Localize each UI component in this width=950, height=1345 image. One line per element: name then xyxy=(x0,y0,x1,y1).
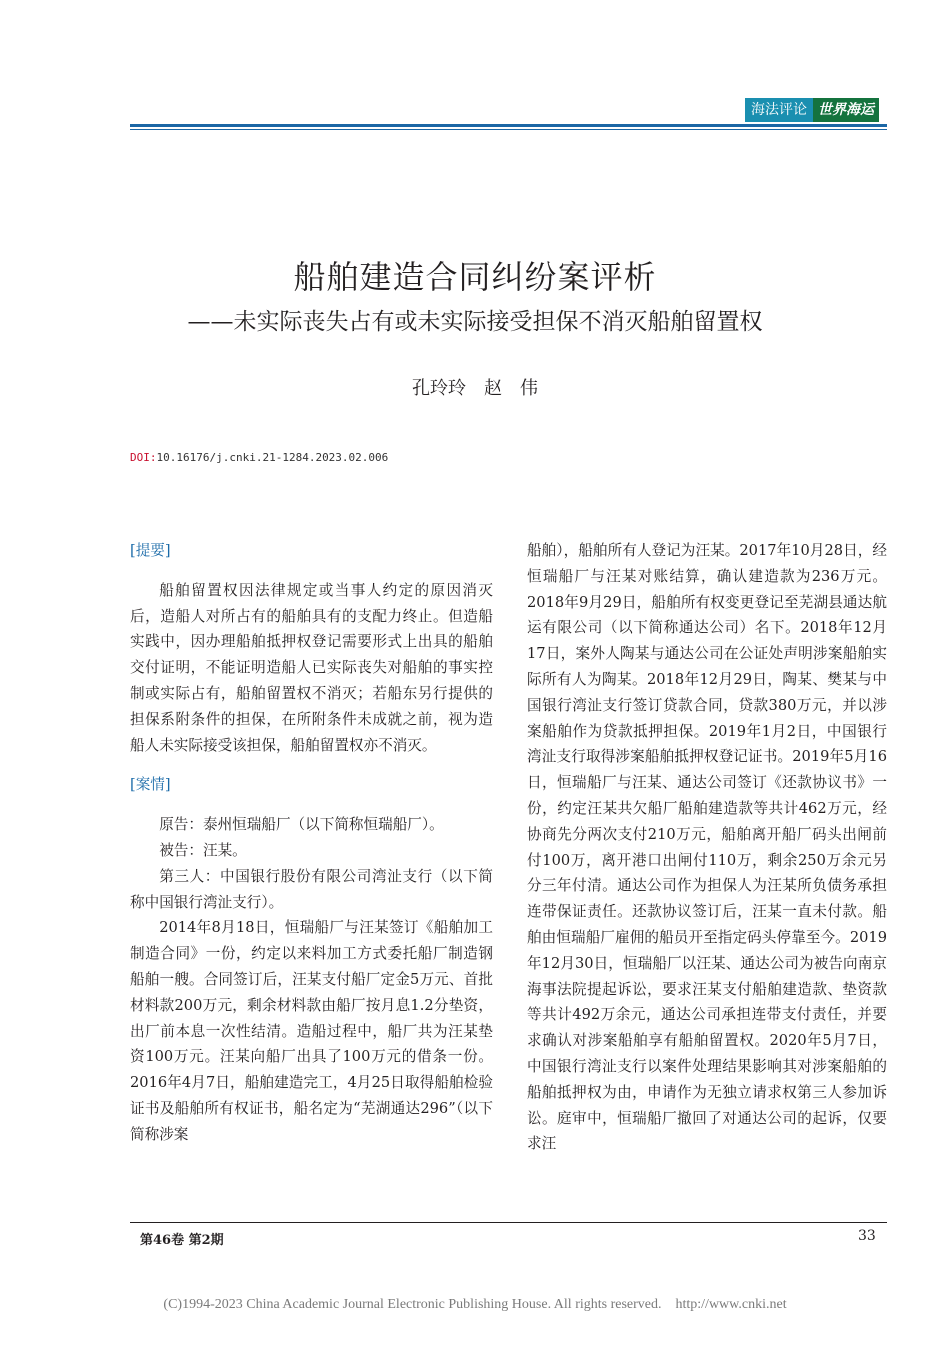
header-rule-thick xyxy=(130,124,887,127)
cnki-url: http://www.cnki.net xyxy=(675,1297,787,1312)
article-subtitle: ——未实际丧失占有或未实际接受担保不消灭船舶留置权 xyxy=(187,309,763,335)
footer-rule xyxy=(130,1222,887,1223)
left-column xyxy=(130,538,493,1148)
right-column xyxy=(527,538,887,1157)
defendant-line: 被告：汪某。 xyxy=(159,841,247,859)
copyright-text: (C)1994-2023 China Academic Journal Electronic Publishing House. All rights reserved. xyxy=(163,1297,662,1312)
doi-value: 10.16176/j.cnki.21-1284.2023.02.006 xyxy=(156,451,389,464)
header-rule-thin xyxy=(130,129,887,130)
abstract-heading: [提要] xyxy=(130,542,171,559)
journal-brand: 世界海运 xyxy=(813,98,879,122)
plaintiff-line: 原告：泰州恒瑞船厂（以下简称恒瑞船厂）。 xyxy=(159,816,444,834)
section-label: 海法评论 xyxy=(745,98,813,122)
abstract-text: 船舶留置权因法律规定或当事人约定的原因消灭后，造船人对所占有的船舶具有的支配力终止。但造船实践中，因办理船舶抵押权登记需要形式上出具的船舶交付证明，不能证明造船人已实际丧失对船舶的事实控制或实际占有，船舶留置权不消灭；若船东另行提供的担保系附条件的担保，在所附条件未成就之前，视为造船人未实际接受该担保，船舶留置权亦不消灭。 xyxy=(130,581,493,754)
article-authors: 孔玲玲 赵 伟 xyxy=(412,378,538,399)
page-number: 33 xyxy=(858,1228,876,1244)
case-heading: [案情] xyxy=(130,776,171,794)
case-paragraph-right: 船舶），船舶所有人登记为汪某。2017年10月28日，经恒瑞船厂与汪某对账结算，确认建造款为236万元。2018年9月29日，船舶所有权变更登记至芜湖县通达航运有限公司（以下简称通达公司）名下。2018年12月17日，案外人陶某与通达公司在公证处声明涉案船舶实际所有人为陶某。2018年12月29日，陶某、樊某与中国银行湾沚支行签订贷款合同，贷款380万元，并以涉案船舶作为贷款抵押担保。2019年1月2日，中国银行湾沚支行取得涉案船舶抵押权登记证书。2019年5月16日，恒瑞船厂与汪某、通达公司签订《还款协议书》一份，约定汪某共欠船厂船舶建造款等共计462万元，经协商先分两次支付210万元，船舶离开船厂码头出闸前付100万，离开港口出闸付110万，剩余250万余元另分三年付清。通达公司作为担保人为汪某所负债务承担连带保证责任。还款协议签订后，汪某一直未付款。船舶由恒瑞船厂雇佣的船员开至指定码头停靠至今。2019年12月30日，恒瑞船厂以汪某、通达公司为被告向南京海事法院提起诉讼，要求汪某支付船舶建造款、垫资款等共计492万余元，通达公司承担连带支付责任，并要求确认对涉案船舶享有船舶留置权。2020年5月7日，中国银行湾沚支行以案件处理结果影响其对涉案船舶的船舶抵押权为由，申请作为无独立请求权第三人参加诉讼。庭审中，恒瑞船厂撤回了对通达公司的起诉，仅要求汪 xyxy=(527,542,887,1153)
third-party-line: 第三人：中国银行股份有限公司湾沚支行（以下简称中国银行湾沚支行）。 xyxy=(130,867,493,911)
doi-label: DOI: xyxy=(130,451,157,464)
copyright-notice xyxy=(0,1297,950,1313)
journal-header-badge xyxy=(745,98,879,122)
article-title: 船舶建造合同纠纷案评析 xyxy=(293,258,657,296)
case-paragraph-left: 2014年8月18日，恒瑞船厂与汪某签订《船舶加工制造合同》一份，约定以来料加工方式委托船厂制造钢船舶一艘。合同签订后，汪某支付船厂定金5万元、首批材料款200万元，剩余材料款由船厂按月息1.2分垫资，出厂前本息一次性结清。造船过程中，船厂共为汪某垫资100万元。汪某向船厂出具了100万元的借条一份。2016年4月7日，船舶建造完工，4月25日取得船舶检验证书及船舶所有权证书，船名定为“芜湖通达296”（以下简称涉案 xyxy=(130,919,493,1143)
issue-label: 第46卷 第2期 xyxy=(140,1233,224,1248)
doi-line xyxy=(130,451,388,464)
